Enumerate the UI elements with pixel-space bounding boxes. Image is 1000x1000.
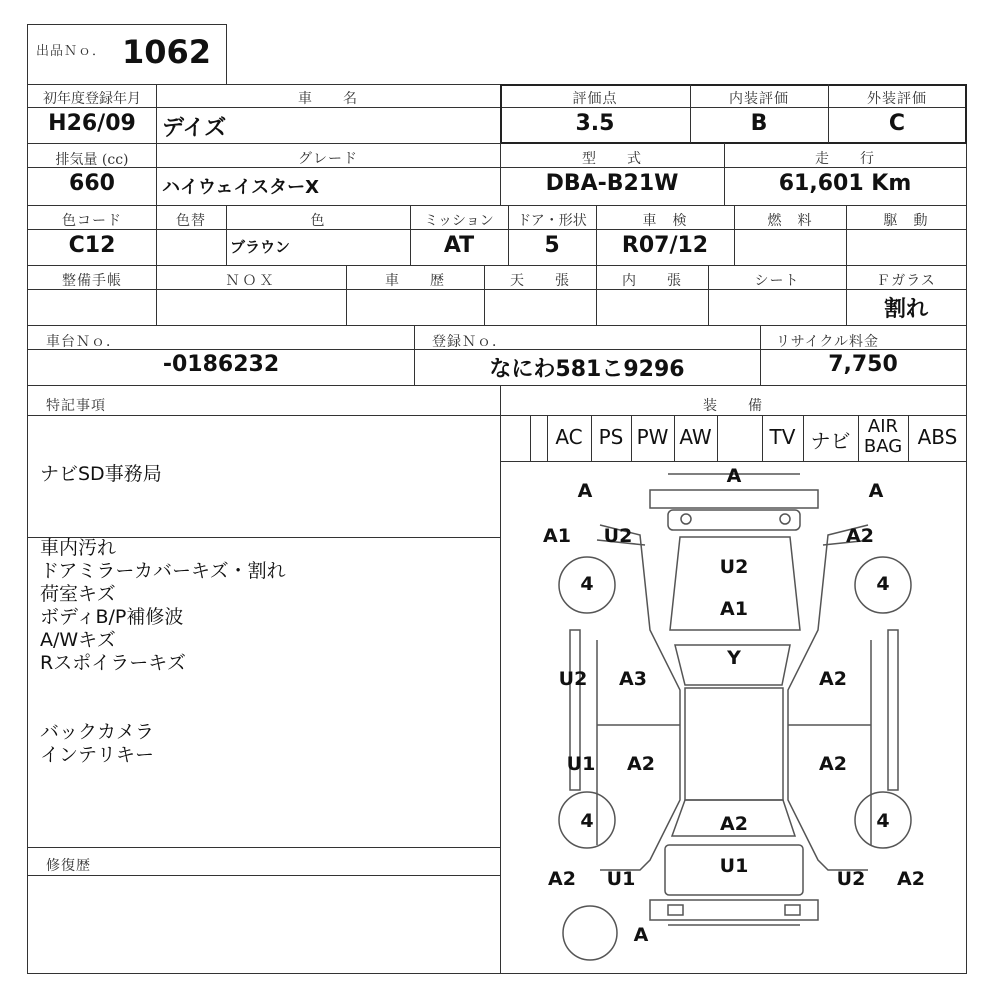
remarks-lines: 車内汚れ ドアミラーカバーキズ・割れ 荷室キズ ボディB/P補修波 A/Wキズ Rスポイラーキズ バックカメラ インテリキー xyxy=(40,537,286,766)
mission-label: ミッション xyxy=(424,213,494,229)
dmg-front-center: A xyxy=(726,465,742,487)
name-label: 車 名 xyxy=(298,91,358,107)
color-code-label: 色コード xyxy=(62,213,122,229)
equipment-item-2: PS xyxy=(598,425,624,449)
lot-label: 出品Ｎｏ． xyxy=(36,44,107,59)
score-label: 評価点 xyxy=(572,91,618,107)
chassis-value: -0186232 xyxy=(162,352,280,377)
dmg-hood-a1: A1 xyxy=(720,598,748,620)
sunroof-label: 天 張 xyxy=(510,273,570,289)
dmg-roof-y: Y xyxy=(727,647,741,669)
dmg-hood-u2: U2 xyxy=(719,556,749,578)
grade-label: グレード xyxy=(298,151,358,167)
equipment-label: 装 備 xyxy=(703,398,763,414)
dmg-front-right: A xyxy=(868,480,884,502)
equipment-item-6: TV xyxy=(769,425,796,449)
color-change-label: 色替 xyxy=(176,213,206,229)
door-label: ドア・形状 xyxy=(517,213,587,229)
inspection-value: R07/12 xyxy=(621,233,709,258)
equipment-item-9: ABS xyxy=(917,425,958,449)
equipment-item-8: AIR BAG xyxy=(863,416,903,457)
reg-label: 登録Ｎｏ． xyxy=(432,334,507,350)
dmg-bottom-a2-left: A2 xyxy=(548,868,576,890)
dmg-bottom-u2-right: U2 xyxy=(836,868,866,890)
drive-label: 駆 動 xyxy=(883,213,929,229)
maintenance-label: 整備手帳 xyxy=(62,273,122,289)
tire-rr-value: 4 xyxy=(876,810,890,832)
history-label: 車 歴 xyxy=(385,273,445,289)
name-value: デイズ xyxy=(162,116,227,141)
fglass-value: 割れ xyxy=(883,297,928,322)
seat-label: シート xyxy=(754,273,800,289)
grade-value: ハイウェイスターX xyxy=(162,177,319,198)
color-label: 色 xyxy=(310,213,326,229)
interior-label: 内装評価 xyxy=(729,91,789,107)
mission-value: AT xyxy=(443,233,475,258)
interior-ceiling-label: 内 張 xyxy=(622,273,682,289)
dmg-left-u1: U1 xyxy=(566,753,596,775)
chassis-label: 車台Ｎｏ． xyxy=(46,334,121,350)
mileage-label: 走 行 xyxy=(815,151,875,167)
mileage-value: 61,601 Km xyxy=(778,171,912,196)
dmg-tailgate-u1: U1 xyxy=(719,855,749,877)
dmg-a1-left: A1 xyxy=(543,525,571,547)
model-value: DBA-B21W xyxy=(545,171,679,196)
fglass-label: Ｆガラス xyxy=(876,273,936,289)
equipment-item-7: ナビ xyxy=(810,429,851,453)
tire-fr-value: 4 xyxy=(876,573,890,595)
color-value: ブラウン xyxy=(230,238,291,256)
repair-history-label: 修復歴 xyxy=(46,858,91,874)
exterior-label: 外装評価 xyxy=(867,91,927,107)
nox-label: ＮＯＸ xyxy=(225,273,277,289)
displacement-label: 排気量 (cc) xyxy=(55,152,129,168)
dmg-a2-right-top: A2 xyxy=(846,525,874,547)
displacement-value: 660 xyxy=(69,171,115,196)
dmg-left-a3: A3 xyxy=(619,668,647,690)
dmg-right-a2-upper: A2 xyxy=(819,668,847,690)
fuel-label: 燃 料 xyxy=(767,213,813,229)
reg-value: なにわ581こ9296 xyxy=(489,357,685,382)
dmg-rear-a2: A2 xyxy=(720,813,748,835)
door-value: 5 xyxy=(544,233,560,258)
dmg-front-left: A xyxy=(577,480,593,502)
recycle-value: 7,750 xyxy=(828,352,898,377)
dmg-left-u2: U2 xyxy=(558,668,588,690)
remarks-top: ナビSD事務局 xyxy=(40,463,162,485)
recycle-label: リサイクル料金 xyxy=(776,334,880,350)
first-reg-label: 初年度登録年月 xyxy=(43,91,141,107)
dmg-rear-bumper: A xyxy=(633,924,649,946)
dmg-bottom-a2-right: A2 xyxy=(897,868,925,890)
inspection-label: 車 検 xyxy=(642,213,688,229)
remarks-label: 特記事項 xyxy=(46,398,106,414)
dmg-left-a2: A2 xyxy=(627,753,655,775)
equipment-item-4: AW xyxy=(679,425,712,449)
dmg-bottom-u1-left: U1 xyxy=(606,868,636,890)
score-value: 3.5 xyxy=(575,111,615,136)
tire-fl-value: 4 xyxy=(580,573,594,595)
tire-rl-value: 4 xyxy=(580,810,594,832)
lot-number: 1062 xyxy=(122,33,212,71)
equipment-item-3: PW xyxy=(636,425,669,449)
equipment-item-1: AC xyxy=(555,425,583,449)
dmg-u2-left: U2 xyxy=(603,525,633,547)
exterior-value: C xyxy=(888,111,906,136)
interior-value: B xyxy=(750,111,768,136)
color-code-value: C12 xyxy=(68,233,116,258)
model-label: 型 式 xyxy=(582,151,642,167)
first-reg-value: H26/09 xyxy=(48,111,136,136)
dmg-right-a2-lower: A2 xyxy=(819,753,847,775)
